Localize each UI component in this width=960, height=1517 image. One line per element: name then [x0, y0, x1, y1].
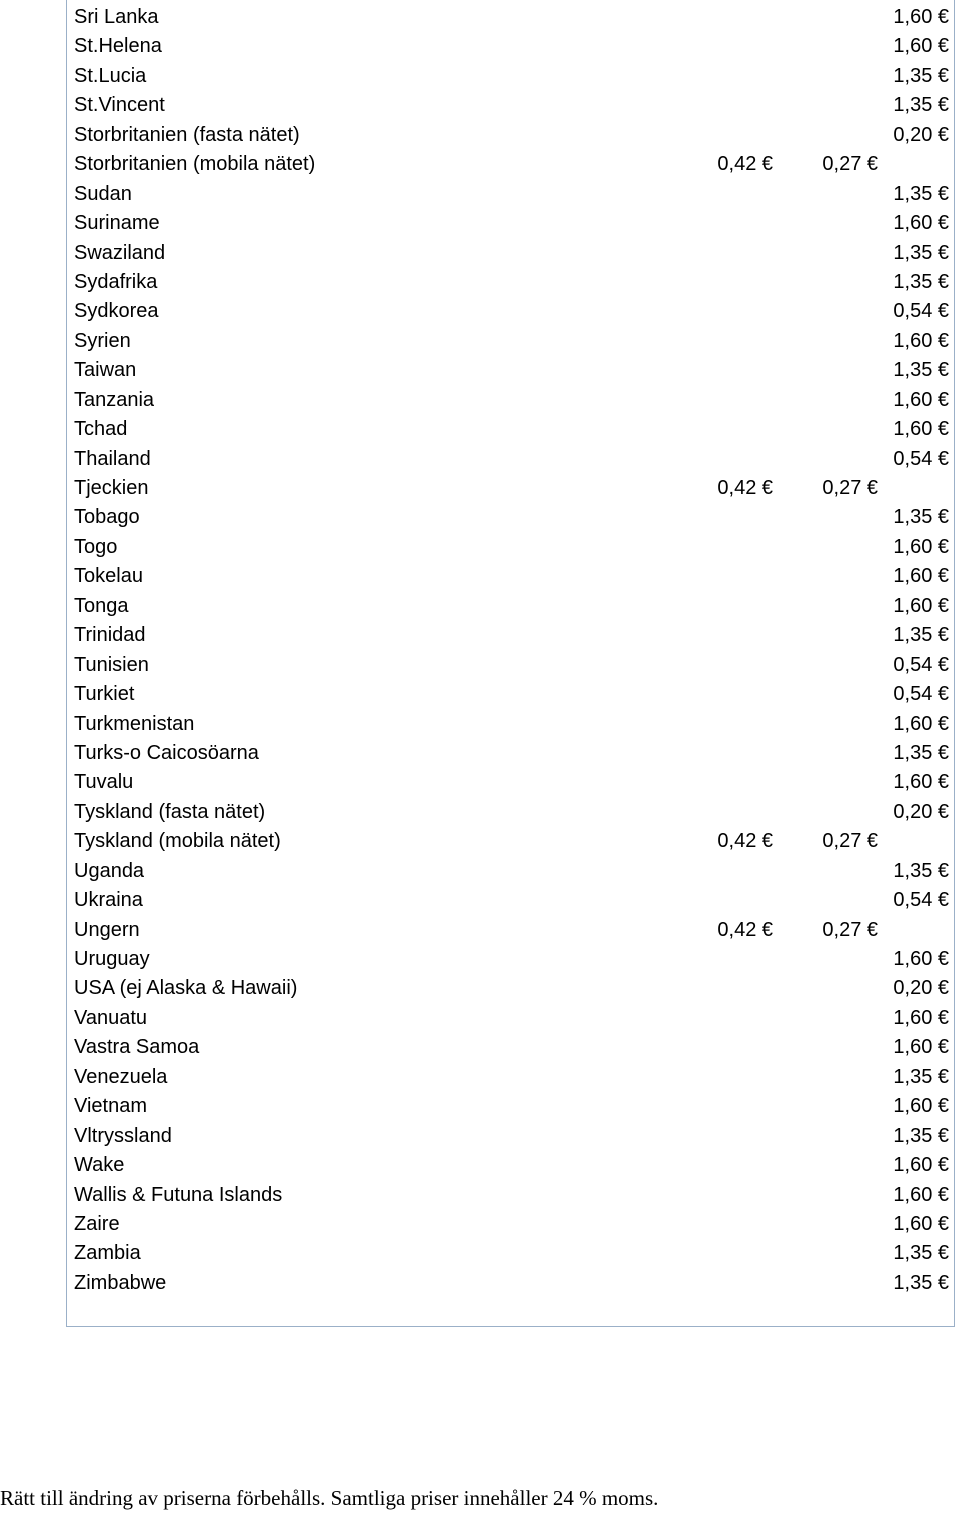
price-col1: 0,42 €	[717, 477, 773, 499]
price-col3: 1,35 €	[893, 624, 949, 647]
country-name: St.Vincent	[74, 94, 165, 117]
country-name: Tunisien	[74, 653, 149, 676]
country-name: Togo	[74, 535, 118, 558]
table-row	[67, 1151, 954, 1180]
country-name: Storbritanien (mobila nätet)	[74, 153, 316, 176]
country-name: Tyskland (mobila nätet)	[74, 830, 281, 853]
price-col3: 1,35 €	[893, 182, 949, 205]
table-row	[67, 327, 954, 356]
price-col3: 1,35 €	[893, 270, 949, 293]
table-row	[67, 32, 954, 61]
table-row	[67, 1122, 954, 1151]
price-col3: 1,35 €	[893, 94, 949, 117]
country-name: Uganda	[74, 859, 145, 882]
price-col3: 1,35 €	[893, 1242, 949, 1265]
country-name: Syrien	[74, 329, 131, 352]
price-col3: 1,60 €	[893, 35, 949, 58]
table-row	[67, 680, 954, 709]
price-col3: 1,60 €	[893, 6, 949, 28]
table-row	[67, 356, 954, 385]
price-col3: 1,60 €	[893, 1183, 949, 1206]
price-col2: 0,27 €	[822, 153, 878, 176]
country-name: Tobago	[74, 506, 140, 529]
country-name: Tuvalu	[74, 771, 134, 794]
price-col3: 1,35 €	[893, 1124, 949, 1147]
country-name: Turkmenistan	[74, 712, 195, 735]
price-col3: 1,60 €	[893, 329, 949, 352]
country-name: Tokelau	[74, 565, 143, 588]
country-name: Thailand	[74, 447, 151, 470]
table-row	[67, 886, 954, 915]
price-col3: 1,35 €	[893, 64, 949, 87]
table-row	[67, 592, 954, 621]
price-col3: 1,60 €	[893, 1154, 949, 1177]
country-name: Vltryssland	[74, 1124, 172, 1147]
price-col3: 1,60 €	[893, 1006, 949, 1029]
table-row	[67, 562, 954, 591]
table-row	[67, 1063, 954, 1092]
table-row	[67, 503, 954, 532]
country-name: Venezuela	[74, 1065, 168, 1088]
country-name: Turkiet	[74, 683, 135, 706]
country-name: Turks-o Caicosöarna	[74, 741, 259, 764]
table-row	[67, 1210, 954, 1239]
price-col3: 1,35 €	[893, 1271, 949, 1294]
country-name: Tanzania	[74, 388, 155, 411]
table-row	[67, 3, 954, 32]
price-col3: 1,60 €	[893, 388, 949, 411]
table-row	[67, 768, 954, 797]
price-col3: 1,35 €	[893, 741, 949, 764]
price-col2: 0,27 €	[822, 477, 878, 499]
price-col3: 0,54 €	[893, 653, 949, 676]
price-col3: 1,35 €	[893, 359, 949, 382]
table-row	[67, 150, 954, 179]
price-col3: 0,54 €	[893, 300, 949, 323]
country-name: Vanuatu	[74, 1006, 148, 1029]
price-col3: 0,20 €	[893, 977, 949, 1000]
table-row	[67, 798, 954, 827]
table-row	[67, 621, 954, 650]
price-col3: 1,60 €	[893, 948, 949, 970]
country-name: USA (ej Alaska & Hawaii)	[74, 977, 298, 1000]
table-row	[67, 386, 954, 415]
country-name: St.Lucia	[74, 64, 147, 87]
country-name: Storbritanien (fasta nätet)	[74, 123, 300, 146]
price-col1: 0,42 €	[717, 918, 773, 941]
table-row	[67, 857, 954, 886]
price-col3: 0,20 €	[893, 800, 949, 823]
table-row	[67, 651, 954, 680]
country-name: Suriname	[74, 212, 160, 235]
table-row	[67, 1269, 954, 1298]
price-col1: 0,42 €	[717, 830, 773, 853]
price-col3: 1,60 €	[893, 565, 949, 588]
price-col3: 1,60 €	[893, 771, 949, 794]
table-row	[67, 268, 954, 297]
country-name: Tchad	[74, 418, 128, 441]
table-row	[67, 739, 954, 768]
table-row	[67, 474, 954, 503]
country-name: Zaire	[74, 1212, 120, 1235]
table-row	[67, 827, 954, 856]
price-col3: 0,54 €	[893, 683, 949, 706]
table-row	[67, 710, 954, 739]
country-name: Sydafrika	[74, 270, 158, 293]
price-col3: 1,60 €	[893, 1212, 949, 1235]
price-col3: 0,54 €	[893, 447, 949, 470]
table-row	[67, 445, 954, 474]
footer-note: Rätt till ändring av priserna förbehålls. Samtliga priser innehåller 24 % moms.	[0, 1486, 659, 1510]
table-row	[67, 415, 954, 444]
country-name: Ungern	[74, 918, 140, 941]
country-name: Zambia	[74, 1242, 141, 1265]
price-col3: 1,60 €	[893, 212, 949, 235]
table-row	[67, 297, 954, 326]
country-name: Vietnam	[74, 1095, 148, 1118]
table-row	[67, 1092, 954, 1121]
country-name: Tyskland (fasta nätet)	[74, 800, 266, 823]
country-name: Vastra Samoa	[74, 1036, 200, 1059]
country-name: Tonga	[74, 594, 129, 617]
price-table-rows	[67, 3, 954, 1298]
price-col2: 0,27 €	[822, 830, 878, 853]
price-col3: 1,60 €	[893, 1036, 949, 1059]
country-name: Wake	[74, 1154, 125, 1177]
table-row	[67, 239, 954, 268]
table-row	[67, 916, 954, 945]
price-col3: 1,60 €	[893, 418, 949, 441]
table-row	[67, 974, 954, 1003]
price-col3: 1,60 €	[893, 594, 949, 617]
country-name: Ukraina	[74, 889, 143, 912]
table-row	[67, 533, 954, 562]
price-col3: 1,35 €	[893, 1065, 949, 1088]
table-row	[67, 1181, 954, 1210]
price-col3: 0,20 €	[893, 123, 949, 146]
table-row	[67, 91, 954, 120]
table-row	[67, 1033, 954, 1062]
country-name: Tjeckien	[74, 477, 149, 499]
country-name: Taiwan	[74, 359, 137, 382]
table-row	[67, 180, 954, 209]
country-name: Swaziland	[74, 241, 166, 264]
country-name: Sri Lanka	[74, 6, 159, 28]
price-col3: 1,35 €	[893, 506, 949, 529]
country-name: Zimbabwe	[74, 1271, 167, 1294]
price-col2: 0,27 €	[822, 918, 878, 941]
price-col3: 1,60 €	[893, 1095, 949, 1118]
table-row	[67, 945, 954, 974]
price-table	[66, 0, 955, 1327]
country-name: St.Helena	[74, 35, 162, 58]
table-row	[67, 62, 954, 91]
country-name: Uruguay	[74, 948, 150, 970]
price-col3: 1,60 €	[893, 712, 949, 735]
country-name: Sudan	[74, 182, 132, 205]
price-col1: 0,42 €	[717, 153, 773, 176]
price-col3: 0,54 €	[893, 889, 949, 912]
price-col3: 1,35 €	[893, 241, 949, 264]
price-col3: 1,60 €	[893, 535, 949, 558]
country-name: Wallis & Futuna Islands	[74, 1183, 283, 1206]
table-row	[67, 121, 954, 150]
table-row	[67, 209, 954, 238]
country-name: Trinidad	[74, 624, 146, 647]
table-row	[67, 1239, 954, 1268]
table-row	[67, 1004, 954, 1033]
country-name: Sydkorea	[74, 300, 159, 323]
price-col3: 1,35 €	[893, 859, 949, 882]
